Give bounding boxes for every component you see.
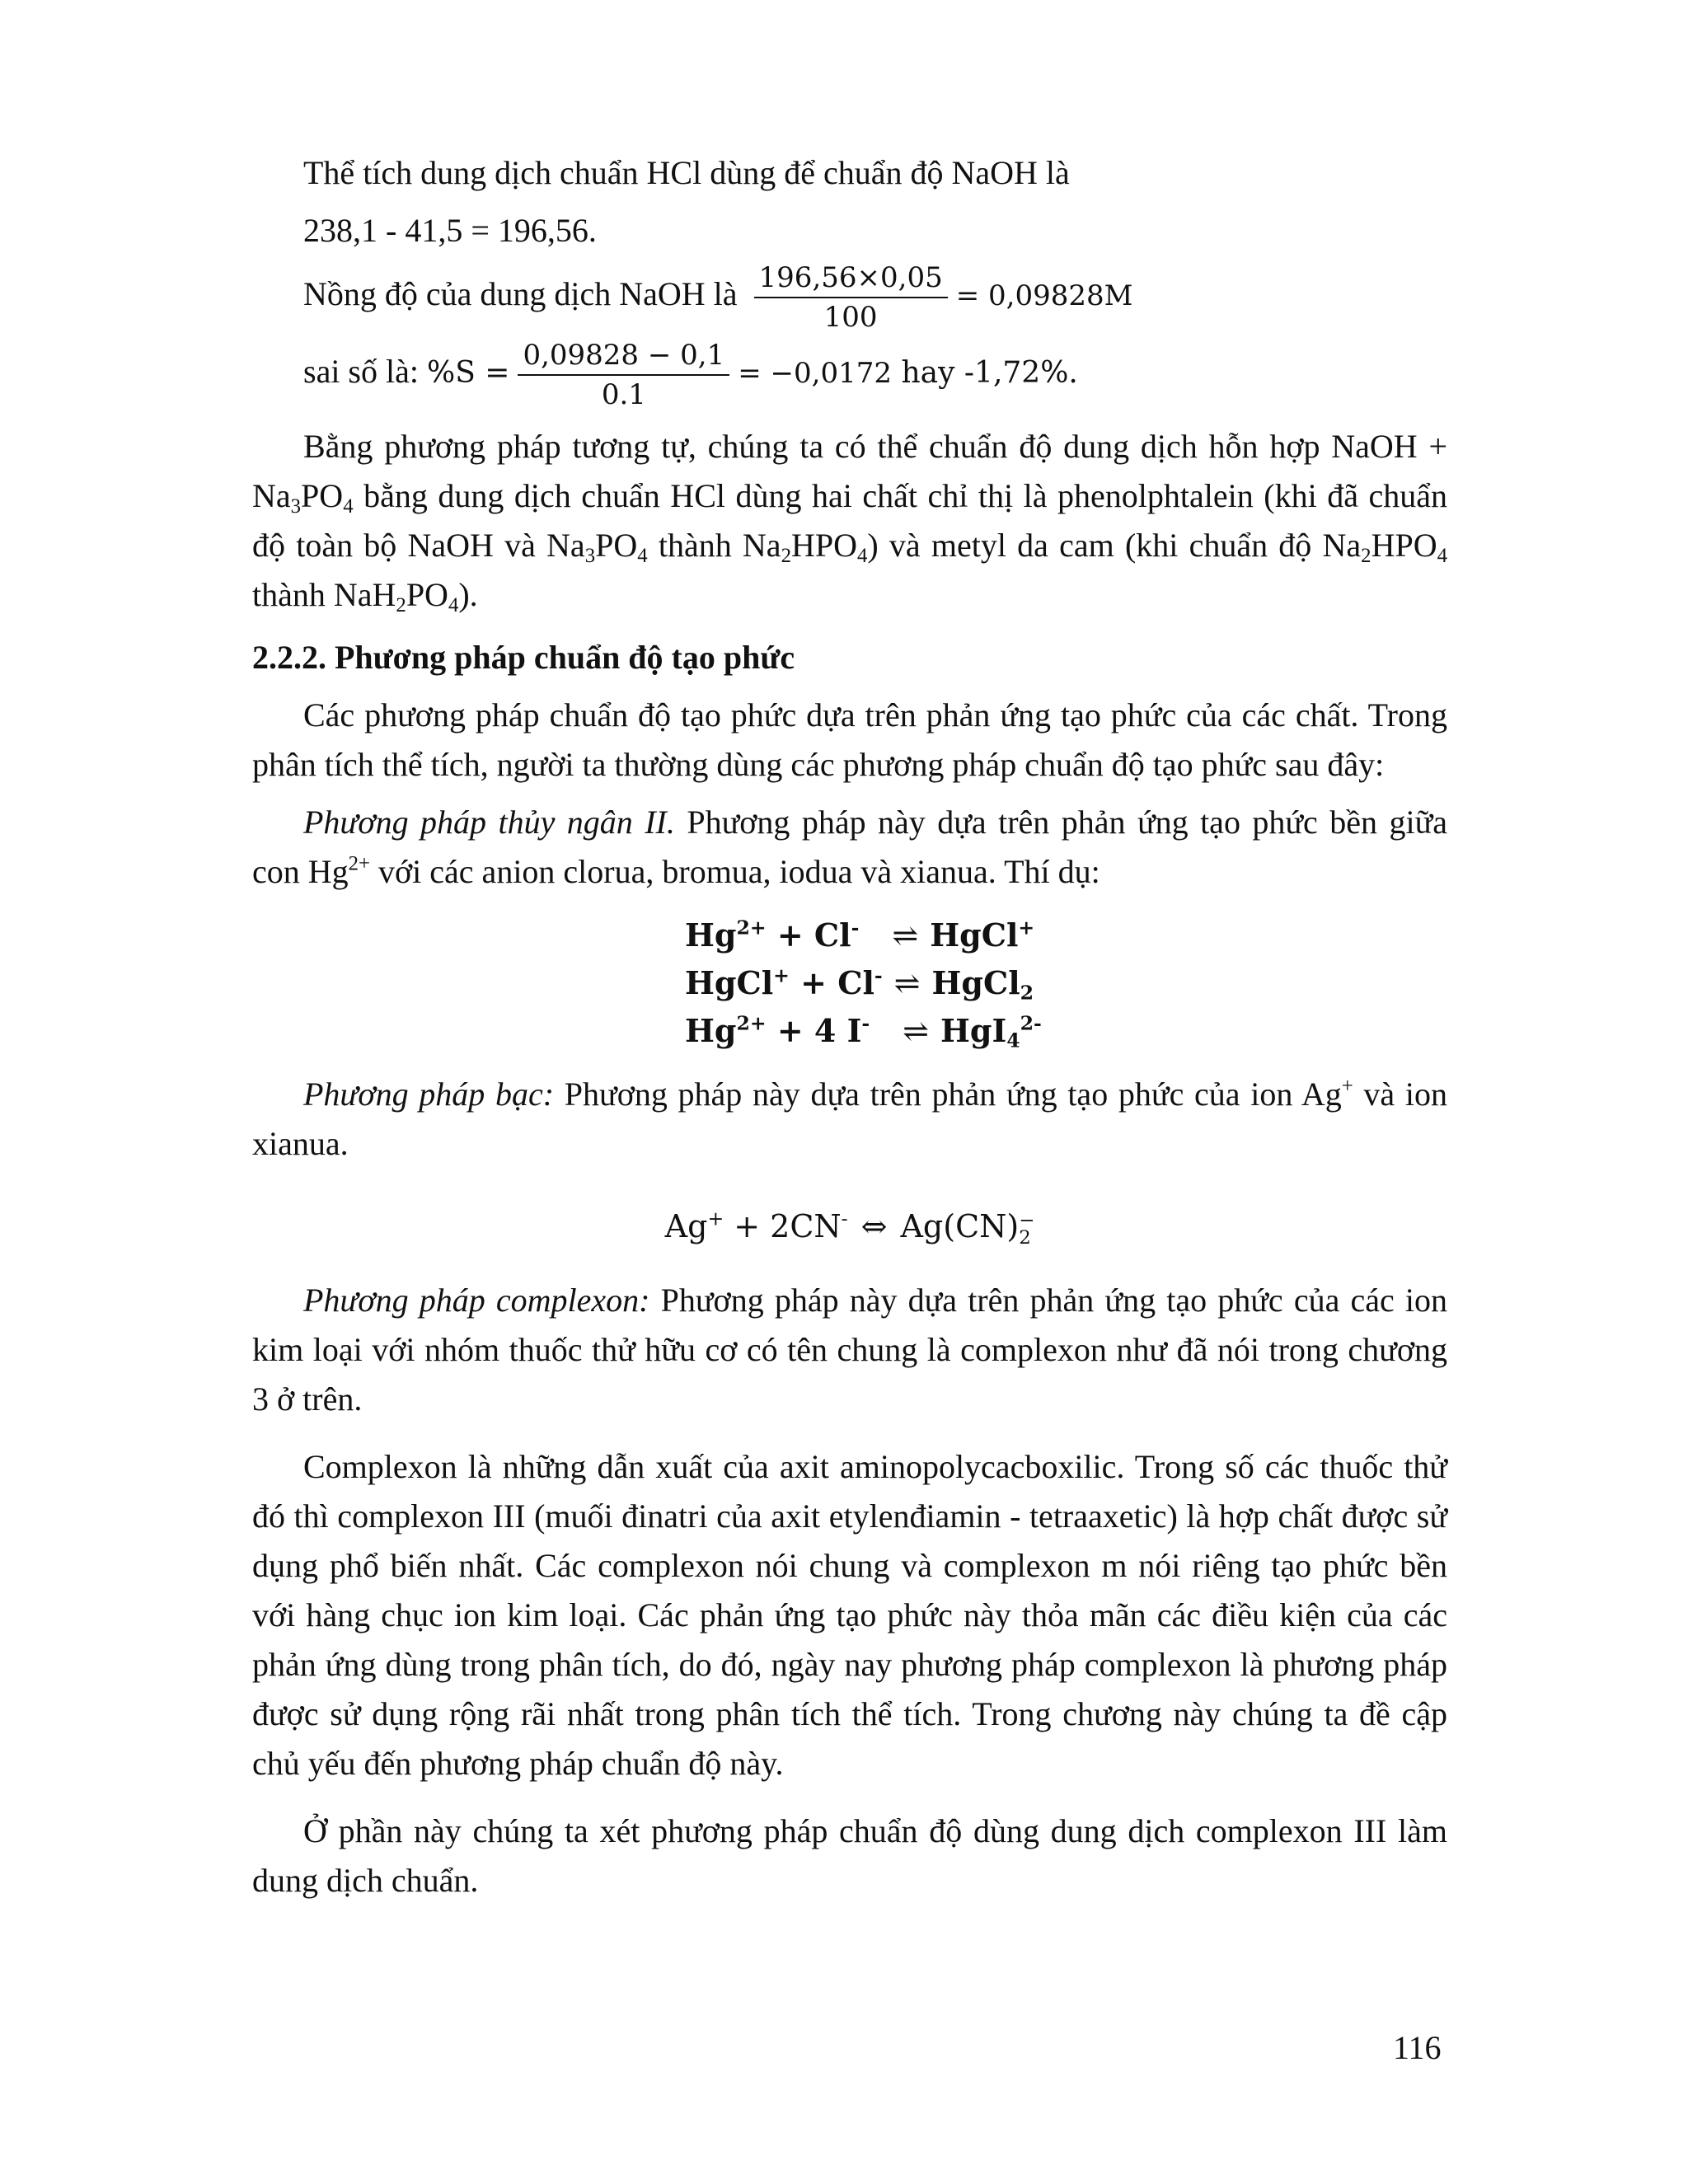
subscript: 3	[584, 544, 596, 567]
subscript: 2	[781, 544, 791, 567]
text-fragment: Phương pháp này dựa trên phản ứng tạo phức của ion Ag	[554, 1076, 1342, 1113]
fraction-numerator: 0,09828 − 0,1	[518, 336, 729, 376]
text-line: 238,1 - 41,5 = 196,56.	[303, 212, 597, 249]
text-line: Thể tích dung dịch chuẩn HCl dùng để chuẩn độ NaOH là	[303, 154, 1070, 191]
section-heading: 2.2.2. Phương pháp chuẩn độ tạo phức	[252, 639, 795, 676]
text-fragment: PO	[406, 576, 448, 613]
fraction	[518, 336, 729, 414]
fraction-denominator: 100	[823, 301, 878, 334]
paragraph: Các phương pháp chuẩn độ tạo phức dựa trên phản ứng tạo phức của các chất. Trong phân tích thể tích, người ta thường dùng các phương pháp chuẩn độ tạo phức sau đây:	[252, 696, 1447, 783]
paragraph	[252, 798, 1447, 897]
equation-result: = 0,09828M	[955, 279, 1133, 313]
text-fragment: bằng dung dịch chuẩn HCl dùng hai chất chỉ thị là phenolphtalein (khi đã chuẩn độ toàn bộ NaOH và Na	[252, 477, 1447, 564]
subscript: 2	[396, 593, 406, 616]
equation-result: = −0,0172	[738, 357, 893, 391]
subscript: 4	[343, 494, 354, 518]
text-fragment: sai số là:	[303, 353, 427, 391]
fraction-numerator: 196,56×0,05	[754, 259, 948, 298]
equation-row: $Hg^{2+} + Cl^-$ ⇌ HgCl+	[685, 912, 1447, 959]
superscript: +	[1341, 1075, 1353, 1098]
text-fragment: HPO	[1371, 527, 1437, 564]
text-fragment: hay -1,72%.	[892, 356, 1078, 391]
math-label: %S =	[426, 356, 510, 391]
text-fragment: HPO	[790, 527, 857, 564]
equilibrium-arrow: ⇌	[893, 965, 921, 1001]
text-fragment: và ion xianua.	[252, 1076, 1448, 1162]
paragraph	[252, 1070, 1447, 1169]
method-title: Phương pháp complexon:	[303, 1282, 650, 1319]
equation-block	[685, 912, 1447, 1055]
text-fragment: Phương pháp này dựa trên phản ứng tạo phức bền giữa con Hg	[252, 804, 1448, 890]
equation-row: HgCl+ + Cl- ⇌ HgCl$_2$	[685, 959, 1447, 1007]
text-fragment: ) và metyl da cam (khi chuẩn độ Na	[867, 527, 1362, 564]
subscript: 4	[448, 593, 459, 616]
method-title: Phương pháp thủy ngân II.	[303, 804, 675, 841]
paragraph: Complexon là những dẫn xuất của axit aminopolycacboxilic. Trong số các thuốc thử đó thì complexon III (muối đinatri của axit etylenđiamin - tetraaxetic) là hợp chất được sử dụng phổ biến nhất. Các complexon nói chung và complexon m nói riêng tạo phức bền với hàng chục ion kim loại. Các phản ứng tạo phức này thỏa mãn các điều kiện của các phản ứng dùng trong phân tích, do đó, ngày nay phương pháp complexon là phương pháp được sử dụng rộng rãi nhất trong phân tích thể tích. Trong chương này chúng ta đề cập chủ yếu đến phương pháp chuẩn độ này.	[252, 1448, 1447, 1782]
equation-silver-cyanide: Ag+ + 2CN- ⇔ Ag(CN) − 2	[664, 1207, 1035, 1249]
subscript: 4	[637, 544, 648, 567]
equilibrium-arrow: ⇌	[903, 1013, 929, 1049]
paragraph: Ở phần này chúng ta xét phương pháp chuẩn độ dùng dung dịch complexon III làm dung dịch chuẩn.	[252, 1812, 1447, 1899]
text-fragment: Bằng phương pháp tương tự, chúng ta có thể chuẩn độ dung dịch hỗn hợp NaOH + Na	[252, 428, 1447, 514]
subscript: 2	[1361, 544, 1372, 567]
text-fragment: Nồng độ của dung dịch NaOH là	[303, 275, 738, 313]
text-fragment: thành NaH	[252, 576, 396, 613]
superscript: 2+	[348, 852, 371, 875]
equilibrium-arrow: ⇔	[860, 1208, 888, 1244]
subscript: 4	[1437, 544, 1447, 567]
text-fragment: PO	[595, 527, 638, 564]
subscript: 4	[857, 544, 868, 567]
equilibrium-arrow: ⇌	[892, 917, 919, 954]
concentration-line	[303, 259, 1447, 336]
fraction	[754, 259, 948, 336]
equation-row: $Hg^{2+} + 4$ I- ⇌ HgI$_4^{2-}$	[685, 1007, 1447, 1055]
paragraph	[252, 422, 1447, 620]
text-fragment: ).	[458, 576, 478, 613]
subscript: 3	[290, 494, 302, 518]
text-fragment: PO	[301, 477, 344, 514]
page-number: 116	[1393, 2029, 1442, 2066]
text-fragment: với các anion clorua, bromua, iodua và xianua. Thí dụ:	[370, 853, 1100, 890]
text-fragment: thành Na	[647, 527, 781, 564]
fraction-denominator: 0.1	[601, 378, 646, 411]
text-fragment: Phương pháp này dựa trên phản ứng tạo phức của các ion kim loại với nhóm thuốc thử hữu cơ có tên chung là complexon như đã nói trong chương 3 ở trên.	[252, 1282, 1447, 1418]
method-title: Phương pháp bạc:	[303, 1076, 555, 1113]
page-content	[252, 148, 1447, 1905]
error-line	[303, 336, 1447, 414]
paragraph	[252, 1276, 1447, 1424]
